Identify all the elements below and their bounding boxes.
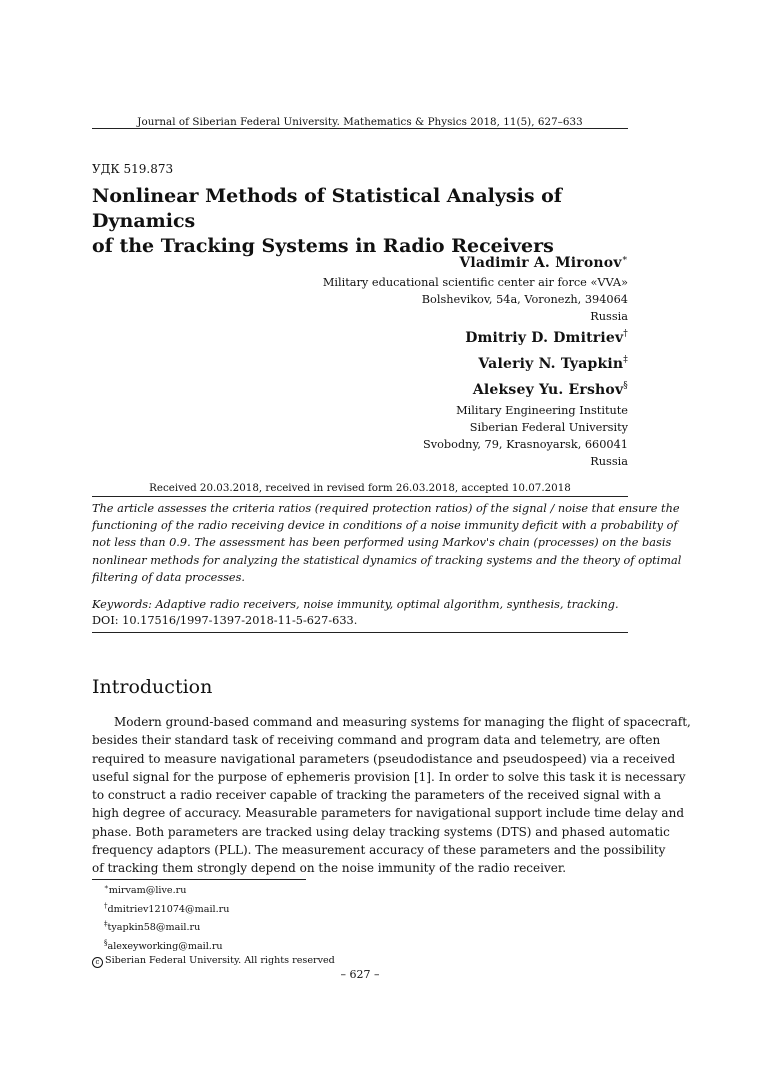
copyright-text: Siberian Federal University. All rights reserved (105, 955, 335, 967)
journal-header: Journal of Siberian Federal University. Mathematics & Physics 2018, 11(5), 627–633 (137, 116, 583, 128)
affiliation-line: Siberian Federal University (469, 421, 628, 434)
paragraph-line: of tracking them strongly depend on the noise immunity of the radio receiver. (92, 861, 567, 876)
author-name (423, 323, 628, 349)
abstract-line: nonlinear methods for analyzing the statistical dynamics of tracking systems and the theory of optimal (92, 553, 682, 567)
footnote-email-text: dmitriev121074@mail.ru (107, 903, 230, 915)
keywords: Keywords: Adaptive radio receivers, noise immunity, optimal algorithm, synthesis, tracking. (92, 598, 619, 611)
footnote-mark: † (104, 901, 108, 910)
paragraph-line: high degree of accuracy. Measurable parameters for navigational support include time delay and (92, 806, 684, 821)
author-name (423, 375, 628, 401)
introduction-paragraph (92, 713, 691, 878)
paragraph-line: besides their standard task of receiving command and program data and telemetry, are often (92, 733, 661, 748)
footnote-email (92, 917, 335, 936)
title-line-1: Nonlinear Methods of Statistical Analysis of Dynamics (92, 185, 562, 232)
author-name-text: Vladimir A. Mironov (459, 255, 622, 271)
header-rule (92, 128, 628, 129)
copyright-notice (92, 954, 335, 969)
paragraph-line: to construct a radio receiver capable of tracking the parameters of the received signal with a (92, 788, 662, 803)
paragraph-line: useful signal for the purpose of ephemeris provision [1]. In order to solve this task it is necessary (92, 769, 686, 784)
copyright-icon: c (92, 957, 103, 968)
footnote-mark: ‡ (104, 920, 108, 929)
footnote-mark: ∗ (104, 883, 109, 891)
paragraph-line: phase. Both parameters are tracked using delay tracking systems (DTS) and phased automatic (92, 824, 670, 839)
author-name-text: Dmitriy D. Dmitriev (465, 330, 624, 346)
doi: DOI: 10.17516/1997-1397-2018-11-5-627-633. (92, 614, 358, 627)
abstract-top-rule (92, 496, 628, 497)
author-name (423, 349, 628, 375)
footnote-email-text: tyapkin58@mail.ru (107, 922, 201, 934)
footnote-mark: § (623, 381, 628, 391)
footnote-mark: ∗ (621, 254, 628, 264)
author-name-text: Aleksey Yu. Ershov (472, 382, 624, 398)
footnote-email (92, 899, 335, 918)
page-number: – 627 – (340, 968, 380, 981)
title-line-2: of the Tracking Systems in Radio Receivers (92, 235, 554, 257)
paragraph-line: Modern ground-based command and measuring systems for managing the flight of spacecraft, (114, 715, 691, 729)
paper-title (92, 184, 652, 259)
abstract-line: filtering of data processes. (92, 570, 246, 584)
abstract-line: not less than 0.9. The assessment has been performed using Markov's chain (processes) on the basis (92, 536, 672, 550)
affiliation-line: Military educational scientific center air force «VVA» (322, 276, 628, 289)
received-dates: Received 20.03.2018, received in revised form 26.03.2018, accepted 10.07.2018 (149, 482, 571, 494)
author-name-text: Valeriy N. Tyapkin (478, 356, 624, 372)
paragraph-line: frequency adaptors (PLL). The measurement accuracy of these parameters and the possibility (92, 843, 666, 858)
footnotes (92, 880, 335, 969)
footnote-mark: § (104, 938, 108, 947)
abstract-bottom-rule (92, 632, 628, 633)
udk-code: УДК 519.873 (92, 162, 174, 176)
footnote-email (92, 880, 335, 899)
abstract (92, 500, 682, 586)
affiliation-line: Russia (590, 455, 628, 468)
affiliation-line: Svobodny, 79, Krasnoyarsk, 660041 (423, 438, 628, 451)
footnote-mark: † (623, 329, 628, 339)
affiliation-line: Military Engineering Institute (456, 404, 628, 417)
footnote-email-text: mirvam@live.ru (108, 885, 187, 896)
affiliation-line: Bolshevikov, 54a, Voronezh, 394064 (421, 293, 628, 306)
footnote-email-text: alexeyworking@mail.ru (107, 940, 223, 952)
paragraph-line: required to measure navigational parameters (pseudodistance and pseudospeed) via a received (92, 751, 676, 766)
author-block-1 (323, 254, 628, 325)
author-name (323, 254, 628, 271)
section-heading-introduction: Introduction (92, 676, 213, 698)
abstract-line: The article assesses the criteria ratios (required protection ratios) of the signal / noise that ensure the (92, 502, 680, 515)
abstract-line: functioning of the radio receiving device in conditions of a noise immunity deficit with a probability of (92, 519, 678, 533)
affiliation-line: Russia (590, 310, 628, 323)
footnote-email (92, 936, 335, 955)
author-block-2 (423, 323, 628, 470)
footnote-mark: ‡ (623, 355, 628, 365)
